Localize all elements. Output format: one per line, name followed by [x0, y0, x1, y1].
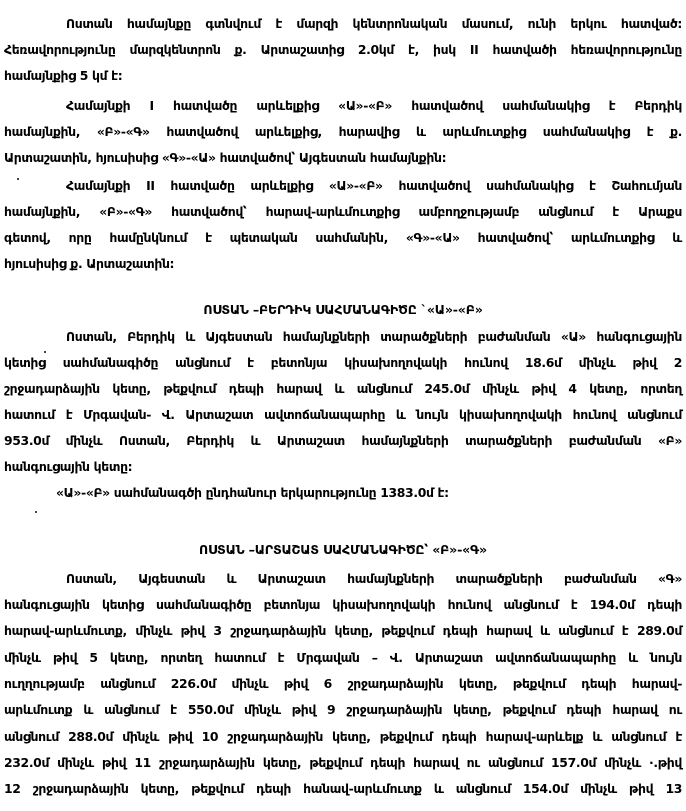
border1-line-2: կետից սահմանագիծը անցնում է բետոնյա կիսախողովակի հունով 18.6մ մինչև թիվ 2	[4, 355, 682, 370]
border2-line-2: հանգուցային կետից սահմանագիծը բետոնյա կիսախողովակի հունով անցնում է 194.0մ դեպի	[4, 597, 682, 612]
part2-line-3: գետով, որը համընկնում է պետական սահմանին, «Գ»-«Ա» հատվածով՝ արևմուտքից և	[4, 230, 682, 245]
heading-ostan-artashat-border: ՈՍՏԱՆ –ԱՐՏԱՇԱՏ ՍԱՀՄԱՆԱԳԻԾԸ՝ «Բ»-«Գ»	[199, 542, 487, 557]
border2-line-8: 232.0մ մինչև թիվ 11 շրջադարձային կետը, թեքվում դեպի հարավ ու անցնում 157.0մ մինչև ·.թիվ	[4, 755, 682, 770]
part1-line-1: Համայնքի I հատվածը արևելքից «Ա»-«Բ» հատվածով սահմանակից է Բերդիկ	[66, 98, 682, 113]
heading-ostan-berdik-border: ՈՍՏԱՆ –ԲԵՐԴԻԿ ՍԱՀՄԱՆԱԳԻԾԸ `«Ա»-«Բ»	[203, 302, 483, 317]
border2-line-3: հարավ-արևմուտք, մինչև թիվ 3 շրջադարձային կետը, թեքվում դեպի հարավ և անցնում է 289.0մ	[4, 623, 682, 638]
border2-line-4: մինչև թիվ 5 կետը, որտեղ հատում է Մրգավան – Վ. Արտաշատ ավտոճանապարհը և նույն	[4, 650, 682, 665]
intro-line-3: համայնքից 5 կմ է:	[4, 68, 123, 83]
part2-line-2: համայնքին, «Բ»-«Գ» հատվածով՝ հարավ-արևմուտքից ամբողջությամբ անցնում է Արաքս	[4, 204, 682, 219]
border1-line-4: հատում է Մրգավան- Վ. Արտաշատ ավտոճանապարհը և նույն կիսախողովակի հունով անցնում	[4, 407, 682, 422]
border1-total-length: «Ա»-«Բ» սահմանագծի ընդհանուր երկարությունը 1383.0մ է:	[56, 485, 449, 500]
border1-line-5: 953.0մ մինչև Ոստան, Բերդիկ և Արտաշատ համայնքների տարածքների բաժանման «Բ»	[4, 433, 682, 448]
border1-line-6: հանգուցային կետը:	[4, 459, 133, 474]
scan-speck	[17, 178, 19, 180]
intro-line-2: Հեռավորությունը մարզկենտրոն ք. Արտաշատից 2.0կմ է, իսկ II հատվածի հեռավորությունը	[4, 42, 682, 57]
border2-line-7: անցնում 288.0մ մինչև թիվ 10 շրջադարձային կետը, թեքվում դեպի հարավ-արևելք և անցնում է	[4, 729, 682, 744]
border2-line-1: Ոստան, Այգեստան և Արտաշատ համայնքների տարածքների բաժանման «Գ»	[66, 571, 682, 586]
part2-line-1: Համայնքի II հատվածը արևելքից «Ա»-«Բ» հատվածով սահմանակից է Շահումյան	[66, 178, 682, 193]
border1-line-3: շրջադարձային կետը, թեքվում դեպի հարավ և անցնում 245.0մ մինչև թիվ 4 կետը, որտեղ	[4, 381, 682, 396]
part2-line-4: հյուսիսից ք. Արտաշատին:	[4, 256, 175, 271]
border2-line-5: ուղղությամբ անցնում 226.0մ մինչև թիվ 6 շրջադարձային կետը, թեքվում դեպի հարավ-	[4, 676, 682, 691]
part1-line-2: համայնքին, «Բ»-«Գ» հատվածով արևելքից, հարավից և արևմուտքից սահմանակից է ք.	[4, 124, 682, 139]
scan-speck	[44, 351, 46, 353]
border2-line-6: արևմուտք և անցնում է 550.0մ մինչև թիվ 9 շրջադարձային կետը, թեքվում դեպի հարավ ու	[4, 702, 682, 717]
border2-line-9: 12 շրջադարձային կետը, թեքվում դեպի հանավ-արևմուտք և անցնում 154.0մ մինչև թիվ 13	[4, 781, 682, 796]
border1-line-1: Ոստան, Բերդիկ և Այգեստան համայնքների տարածքների բաժանման «Ա» հանգուցային	[66, 329, 682, 344]
intro-line-1: Ոստան համայնքը գտնվում է մարզի կենտրոնական մասում, ունի երկու հատված:	[66, 16, 682, 31]
scan-speck	[35, 511, 37, 513]
part1-line-3: Արտաշատին, հյուսիսից «Գ»-«Ա» հատվածով՝ Այգեստան համայնքին:	[4, 150, 447, 165]
